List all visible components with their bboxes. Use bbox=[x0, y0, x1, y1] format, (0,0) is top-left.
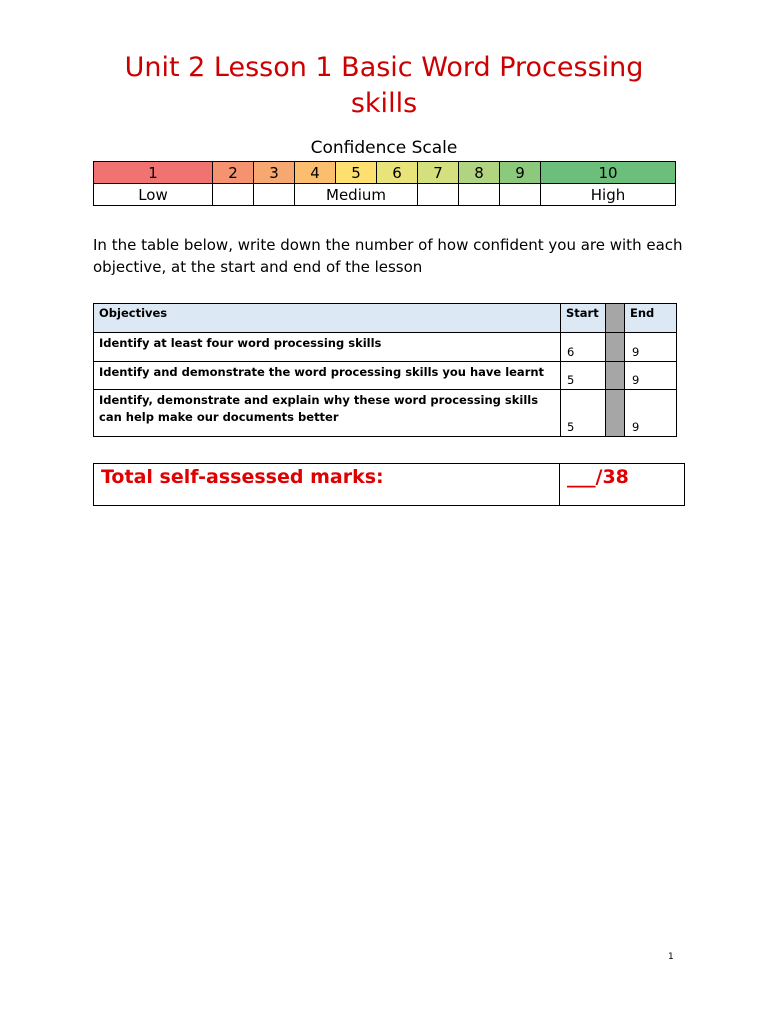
page-title: Unit 2 Lesson 1 Basic Word Processing skills bbox=[124, 52, 644, 119]
objective-text: Identify at least four word processing skills bbox=[94, 333, 561, 362]
confidence-scale-table bbox=[93, 161, 676, 206]
page-number: 1 bbox=[668, 952, 674, 962]
scale-medium-label: Medium bbox=[295, 184, 418, 206]
total-marks-row bbox=[94, 464, 685, 506]
scale-level-1: 1 bbox=[94, 162, 213, 184]
total-marks-label: Total self-assessed marks: bbox=[94, 464, 560, 506]
scale-high-label: High bbox=[541, 184, 676, 206]
start-score[interactable]: 5 bbox=[561, 362, 606, 390]
start-score[interactable]: 5 bbox=[561, 390, 606, 437]
scale-level-2: 2 bbox=[213, 162, 254, 184]
scale-blank-cell bbox=[500, 184, 541, 206]
total-marks-table bbox=[93, 463, 685, 506]
scale-level-4: 4 bbox=[295, 162, 336, 184]
scale-labels-row bbox=[94, 184, 676, 206]
table-row bbox=[94, 390, 677, 437]
objectives-header-row bbox=[94, 304, 677, 333]
scale-blank-cell bbox=[254, 184, 295, 206]
scale-level-3: 3 bbox=[254, 162, 295, 184]
separator-column bbox=[606, 362, 625, 390]
objectives-table bbox=[93, 303, 677, 437]
separator-column bbox=[606, 333, 625, 362]
objective-text: Identify and demonstrate the word processing skills you have learnt bbox=[94, 362, 561, 390]
scale-level-7: 7 bbox=[418, 162, 459, 184]
scale-low-label: Low bbox=[94, 184, 213, 206]
objectives-header: Objectives bbox=[94, 304, 561, 333]
scale-level-10: 10 bbox=[541, 162, 676, 184]
scale-blank-cell bbox=[459, 184, 500, 206]
end-score[interactable]: 9 bbox=[625, 333, 677, 362]
table-row bbox=[94, 362, 677, 390]
table-row bbox=[94, 333, 677, 362]
total-marks-value[interactable]: ___/38 bbox=[560, 464, 685, 506]
scale-blank-cell bbox=[213, 184, 254, 206]
scale-level-8: 8 bbox=[459, 162, 500, 184]
scale-numbers-row bbox=[94, 162, 676, 184]
scale-level-5: 5 bbox=[336, 162, 377, 184]
scale-level-6: 6 bbox=[377, 162, 418, 184]
scale-blank-cell bbox=[418, 184, 459, 206]
start-score[interactable]: 6 bbox=[561, 333, 606, 362]
start-header: Start bbox=[561, 304, 606, 333]
scale-level-9: 9 bbox=[500, 162, 541, 184]
end-score[interactable]: 9 bbox=[625, 362, 677, 390]
separator-column bbox=[606, 390, 625, 437]
objective-text: Identify, demonstrate and explain why these word processing skills can help make our documents better bbox=[94, 390, 561, 437]
instructions-text: In the table below, write down the number of how confident you are with each objective, at the start and end of the lesson bbox=[93, 236, 683, 276]
separator-column bbox=[606, 304, 625, 333]
end-score[interactable]: 9 bbox=[625, 390, 677, 437]
confidence-scale-heading: Confidence Scale bbox=[310, 138, 458, 158]
end-header: End bbox=[625, 304, 677, 333]
